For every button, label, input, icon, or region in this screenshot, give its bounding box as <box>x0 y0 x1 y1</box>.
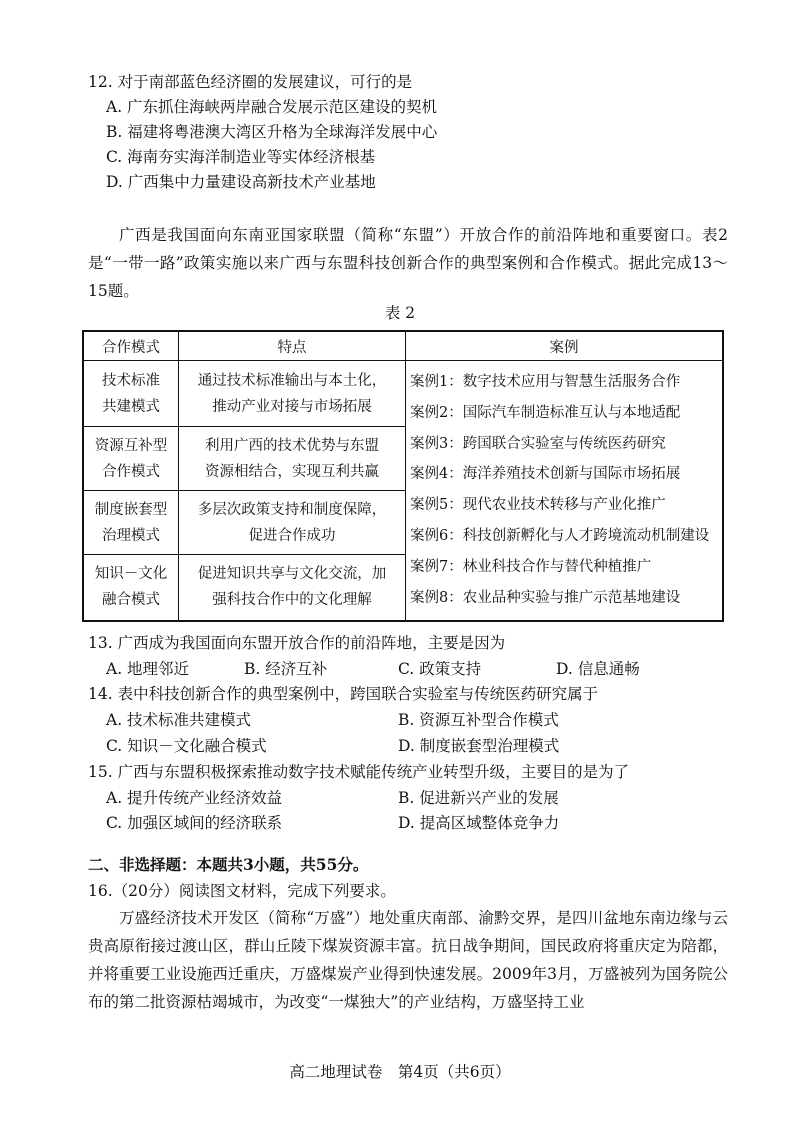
mode-cell <box>83 427 179 491</box>
q12-option-c: C. 海南夯实海洋制造业等实体经济根基 <box>106 148 376 166</box>
q15-option-a: A. 提升传统产业经济效益 <box>106 789 283 807</box>
table-2 <box>82 330 724 622</box>
q12-stem: 12. 对于南部蓝色经济圈的发展建议，可行的是 <box>88 73 413 91</box>
feature-line: 强科技合作中的文化理解 <box>212 592 372 609</box>
feature-cell <box>179 427 406 491</box>
case-item: 案例3：跨国联合实验室与传统医药研究 <box>410 435 666 452</box>
q15-option-d: D. 提高区域整体竞争力 <box>398 814 560 832</box>
section-2-heading: 二、非选择题：本题共3小题，共55分。 <box>88 855 369 874</box>
page-footer: 高二地理试卷 第4页（共6页） <box>289 1063 511 1081</box>
mode-line: 治理模式 <box>102 527 160 544</box>
feature-line: 促进知识共享与文化交流，加 <box>197 566 387 583</box>
q15-stem: 15. 广西与东盟积极探索推动数字技术赋能传统产业转型升级，主要目的是为了 <box>88 763 630 781</box>
feature-line: 促进合作成功 <box>248 527 336 544</box>
q16-paragraph: 万盛经济技术开发区（简称“万盛”）地处重庆南部、渝黔交界，是四川盆地东南边缘与云贵高原衔接过渡山区，群山丘陵下煤炭资源丰富。抗日战争期间，国民政府将重庆定为陪都，并将重要工业设施西迁重庆，万盛煤炭产业得到快速发展。2009年3月，万盛被列为国务院公布的第二批资源枯竭城市，为改变“一煤独大”的产业结构，万盛坚持工业 <box>88 909 728 1011</box>
q13-option-d: D. 信息通畅 <box>556 660 640 678</box>
feature-cell <box>179 555 406 621</box>
q15-option-b: B. 促进新兴产业的发展 <box>398 789 559 807</box>
feature-line: 利用广西的技术优势与东盟 <box>205 437 379 454</box>
mode-line: 制度嵌套型 <box>94 501 168 518</box>
case-item: 案例5：现代农业技术转移与产业化推广 <box>410 497 666 514</box>
case-item: 案例6：科技创新孵化与人才跨境流动机制建设 <box>410 528 710 545</box>
header-feature: 特点 <box>179 331 406 361</box>
mode-line: 资源互补型 <box>94 437 168 454</box>
feature-line: 推动产业对接与市场拓展 <box>212 398 372 415</box>
feature-line: 多层次政策支持和制度保障， <box>197 501 387 518</box>
mode-line: 融合模式 <box>102 592 160 609</box>
q14-option-c: C. 知识－文化融合模式 <box>106 737 267 755</box>
q15-option-c: C. 加强区域间的经济联系 <box>106 814 283 832</box>
mode-line: 知识－文化 <box>94 566 168 583</box>
q14-option-d: D. 制度嵌套型治理模式 <box>398 737 560 755</box>
q14-stem: 14. 表中科技创新合作的典型案例中，跨国联合实验室与传统医药研究属于 <box>88 685 599 703</box>
case-item: 案例4：海洋养殖技术创新与国际市场拓展 <box>410 466 681 483</box>
case-item: 案例7：林业科技合作与替代种植推广 <box>410 558 652 575</box>
case-item: 案例8：农业品种实验与推广示范基地建设 <box>410 589 681 606</box>
case-item: 案例1：数字技术应用与智慧生活服务合作 <box>410 374 681 391</box>
table-row <box>83 361 723 427</box>
q14-option-b: B. 资源互补型合作模式 <box>398 711 559 729</box>
header-mode: 合作模式 <box>83 331 179 361</box>
header-cases: 案例 <box>406 331 724 361</box>
mode-line: 共建模式 <box>102 398 160 415</box>
table-header-row <box>83 331 723 361</box>
feature-line: 资源相结合，实现互利共赢 <box>205 463 379 480</box>
intro-paragraph: 广西是我国面向东南亚国家联盟（简称“东盟”）开放合作的前沿阵地和重要窗口。表2是“一带一路”政策实施以来广西与东盟科技创新合作的典型案例和合作模式。据此完成13～15题。 <box>88 226 728 300</box>
q12-option-b: B. 福建将粤港澳大湾区升格为全球海洋发展中心 <box>106 123 438 141</box>
q13-option-c: C. 政策支持 <box>398 660 482 678</box>
mode-cell <box>83 491 179 555</box>
q14-option-a: A. 技术标准共建模式 <box>106 711 252 729</box>
mode-cell <box>83 361 179 427</box>
q12-option-a: A. 广东抓住海峡两岸融合发展示范区建设的契机 <box>106 98 438 116</box>
q16-stem: 16.（20分）阅读图文材料，完成下列要求。 <box>88 882 396 900</box>
cases-cell <box>406 361 724 621</box>
table-caption: 表 2 <box>384 304 416 322</box>
mode-line: 技术标准 <box>102 372 160 389</box>
case-item: 案例2：国际汽车制造标准互认与本地适配 <box>410 404 681 421</box>
q12-option-d: D. 广西集中力量建设高新技术产业基地 <box>106 173 376 191</box>
q13-option-b: B. 经济互补 <box>244 660 328 678</box>
mode-line: 合作模式 <box>102 463 160 480</box>
feature-cell <box>179 361 406 427</box>
mode-cell <box>83 555 179 621</box>
feature-cell <box>179 491 406 555</box>
feature-line: 通过技术标准输出与本土化， <box>197 372 387 389</box>
q13-stem: 13. 广西成为我国面向东盟开放合作的前沿阵地，主要是因为 <box>88 634 506 652</box>
q13-option-a: A. 地理邻近 <box>106 660 190 678</box>
